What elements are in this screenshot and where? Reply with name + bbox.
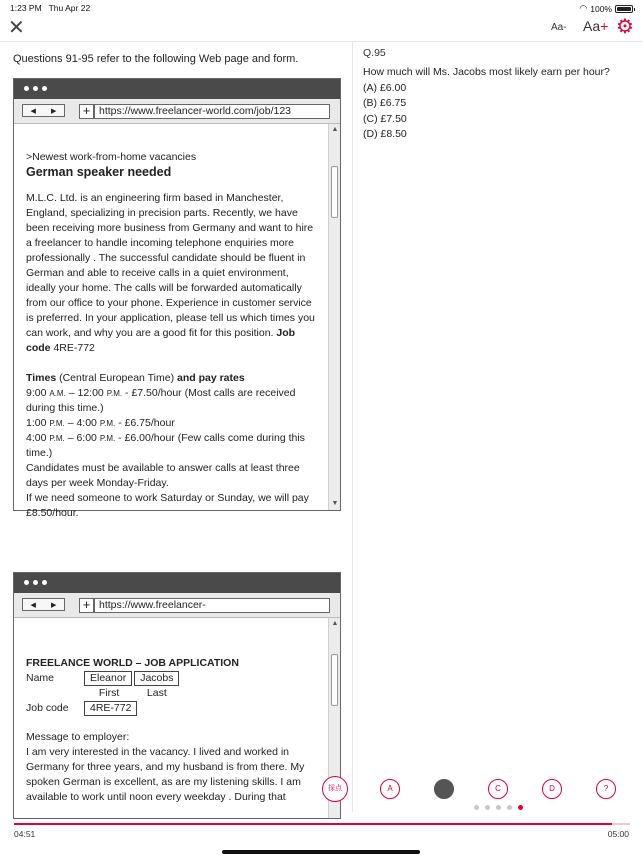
gear-icon[interactable]: ⚙ — [616, 16, 634, 38]
close-icon[interactable]: ✕ — [8, 17, 25, 39]
url-bar: https://www.freelancer-world.com/job/123 — [94, 104, 330, 119]
form-body[interactable] — [14, 618, 340, 818]
window-title-bar — [14, 79, 340, 99]
web-page-content — [26, 124, 316, 521]
back-arrow-icon: ◀ — [30, 601, 36, 609]
first-name-field: Eleanor — [84, 671, 132, 686]
option-a[interactable]: (A) £6.00 — [363, 82, 407, 94]
answer-buttons — [322, 779, 643, 805]
form-content — [26, 618, 316, 805]
message-label: Message to employer: — [26, 731, 130, 743]
url-bar: https://www.freelancer- — [94, 598, 330, 613]
rate-line: 4:00 P.M. – 6:00 P.M. - £6.00/hour (Few calls come during this time.) — [26, 432, 305, 459]
browser-toolbar — [14, 593, 340, 618]
status-bar — [0, 0, 643, 16]
question-text: How much will Ms. Jacobs most likely earn per hour? — [363, 66, 610, 78]
option-d[interactable]: (D) £8.50 — [363, 127, 407, 140]
font-smaller-button[interactable]: Aa- — [551, 22, 567, 33]
application-form-window — [13, 572, 341, 819]
scroll-thumb[interactable] — [331, 654, 338, 706]
passage-pane[interactable] — [0, 42, 352, 812]
battery-percent: 100% — [590, 3, 612, 14]
forward-arrow-icon: ▶ — [51, 601, 57, 609]
battery-icon — [615, 5, 633, 13]
form-fields — [26, 671, 179, 716]
scrollbar[interactable] — [328, 124, 340, 510]
answer-unsure-button[interactable]: ? — [596, 779, 616, 799]
answer-options — [363, 81, 407, 142]
scroll-down-icon[interactable]: ▼ — [331, 500, 339, 507]
page-dot[interactable] — [474, 805, 479, 810]
passage-intro: Questions 91-95 refer to the following Web page and form. — [13, 53, 299, 65]
wifi-icon: ◠ — [579, 3, 588, 13]
last-label: Last — [146, 687, 167, 699]
browser-toolbar — [14, 99, 340, 124]
mark-button[interactable]: 採点 — [322, 776, 348, 802]
scroll-up-icon[interactable]: ▲ — [331, 620, 339, 627]
job-description-text: M.L.C. Ltd. is an engineering firm based in Manchester, England, specializing in precision parts. Recently, we have been receiving more business from Germany and want to hire a freelancer to handle incoming telephone enquiries more professionally . The successful candidate should be fluent in German and able to receive calls in a quiet environment, ideally your home. The calls will be forwarded automatically from our office to your phone. Experience in customer service is preferred. In your application, please tell us which times you can work, and why you are a good fit for this position. — [26, 192, 315, 339]
option-c[interactable]: (C) £7.50 — [363, 112, 407, 125]
times-heading-label: Times — [26, 372, 57, 384]
web-page-body[interactable] — [14, 124, 340, 519]
window-dot — [33, 580, 38, 585]
window-dot — [42, 580, 47, 585]
answer-d-button[interactable]: D — [542, 779, 562, 799]
back-forward-buttons[interactable] — [22, 104, 65, 117]
font-larger-label: Aa — [583, 18, 601, 34]
status-date: Thu Apr 22 — [48, 3, 91, 13]
answer-c-button[interactable]: C — [488, 779, 508, 799]
font-larger-button[interactable] — [583, 18, 608, 34]
window-title-bar — [14, 573, 340, 593]
page-dot[interactable] — [496, 805, 501, 810]
time-progress-fill — [14, 823, 612, 825]
back-forward-buttons[interactable] — [22, 598, 65, 611]
weekend-text: If we need someone to work Saturday or Sunday, we will pay £8.50/hour. — [26, 492, 309, 519]
page-indicator — [474, 805, 523, 810]
times-timezone: (Central European Time) — [59, 372, 175, 384]
last-name-field: Jacobs — [134, 671, 179, 686]
rate-line: 1:00 P.M. – 4:00 P.M. - £6.75/hour — [26, 417, 175, 429]
option-b[interactable]: (B) £6.75 — [363, 97, 407, 110]
window-dot — [33, 86, 38, 91]
name-label: Name — [26, 672, 55, 684]
breadcrumb: >Newest work-from-home vacancies — [26, 151, 197, 163]
question-pane — [353, 42, 643, 812]
job-code-label: Job code — [26, 702, 69, 714]
new-tab-icon[interactable]: + — [79, 104, 94, 119]
forward-arrow-icon: ▶ — [51, 107, 57, 115]
font-larger-plus: + — [600, 18, 609, 34]
back-arrow-icon: ◀ — [30, 107, 36, 115]
rate-line: 9:00 A.M. – 12:00 P.M. - £7.50/hour (Most calls are received during this time.) — [26, 387, 296, 414]
window-dot — [24, 580, 29, 585]
answer-a-button[interactable]: A — [380, 779, 400, 799]
answer-b-button[interactable]: B — [434, 779, 454, 799]
job-code-label: Job code — [26, 327, 296, 354]
job-description — [26, 191, 316, 356]
home-indicator[interactable] — [222, 850, 420, 854]
page-dot[interactable] — [507, 805, 512, 810]
time-progress-bar — [14, 823, 630, 825]
window-dot — [24, 86, 29, 91]
form-title: FREELANCE WORLD – JOB APPLICATION — [26, 657, 239, 669]
status-time: 1:23 PM — [10, 3, 42, 13]
page-dot-active[interactable] — [518, 805, 523, 810]
total-time: 05:00 — [607, 829, 629, 839]
availability-text: Candidates must be available to answer calls at least three days per week Monday-Friday. — [26, 462, 300, 489]
page-headline: German speaker needed — [26, 165, 172, 179]
job-code-field: 4RE-772 — [84, 701, 137, 716]
web-page-window — [13, 78, 341, 519]
question-number: Q.95 — [363, 47, 386, 59]
job-code-value: 4RE-772 — [53, 342, 95, 354]
times-heading — [26, 371, 316, 386]
message-text: I am very interested in the vacancy. I lived and worked in Germany for three years, and my husband is from there. My spoken German is excellent, as are my listening skills. I am available to work until noon every weekday . During that — [26, 746, 305, 803]
window-dot — [42, 86, 47, 91]
top-toolbar — [0, 16, 643, 42]
scroll-up-icon[interactable]: ▲ — [331, 126, 339, 133]
scroll-thumb[interactable] — [331, 166, 338, 218]
times-and-pay: and pay rates — [176, 372, 245, 384]
new-tab-icon[interactable]: + — [79, 598, 94, 613]
elapsed-time: 04:51 — [14, 829, 36, 839]
first-label: First — [98, 687, 120, 699]
page-dot[interactable] — [485, 805, 490, 810]
